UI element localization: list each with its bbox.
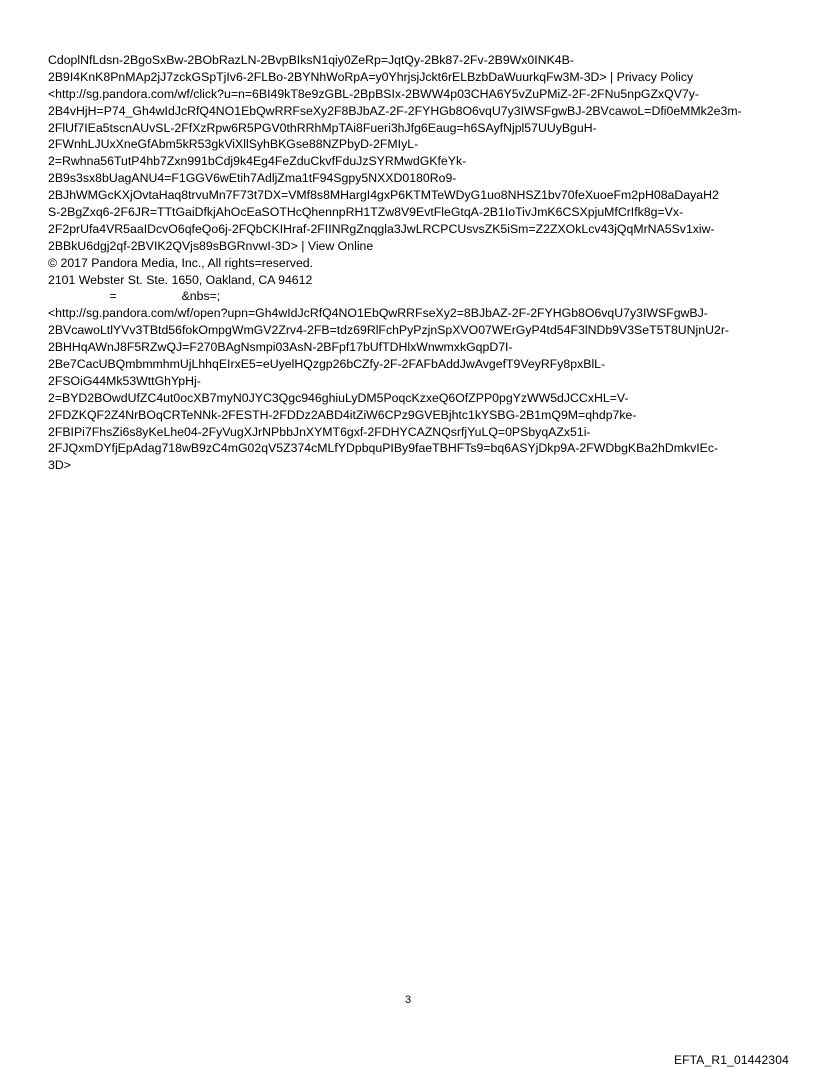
text-line: 2FlUf7IEa5tscnAUvSL-2FfXzRpw6R5PGV0thRRhMpTAi8Fueri3hJfg6Eaug=h6SAyfNjpl57UUyBguH-: [48, 120, 597, 135]
text-line: 2FWnhLJUxXneGfAbm5kR53gkViXllSyhBKGse88NZPbyD-2FMIyL-: [48, 137, 419, 152]
text-line: 2=BYD2BOwdUfZC4ut0ocXB7myN0JYC3Qgc946ghiuLyDM5PoqcKzxeQ6OfZPP0pgYzWW5dJCCxHL=V-: [48, 390, 629, 405]
document-id: EFTA_R1_01442304: [673, 1053, 789, 1067]
text-line: CdoplNfLdsn-2BgoSxBw-2BObRazLN-2BvpBIksN1qiy0ZeRp=JqtQy-2Bk87-2Fv-2B9Wx0INK4B-: [48, 53, 574, 67]
view-online-link-line[interactable]: 2BBkU6dgj2qf-2BVIK2QVjs89sBGRnvwI-3D> | View Online: [48, 238, 374, 253]
text-line: 3D>: [48, 458, 71, 473]
text-line: 2F2prUfa4VR5aaIDcvO6qfeQo6j-2FQbCKIHraf-2FIINRgZnqgla3JwLRCPCUsvsZK5iSm=Z2ZXOkLcv43jQqMrNA5Sv1xiw-: [48, 221, 715, 236]
email-body-text: [48, 52, 788, 474]
text-line: S-2BgZxq6-2F6JR=TTtGaiDfkjAhOcEaSOTHcQhennpRH1TZw8V9EvtFleGtqA-2B1IoTivJmK6CSXpjuMfCrIfk8g=Vx-: [48, 205, 684, 220]
text-line: 2FBIPi7FhsZi6s8yKeLhe04-2FyVugXJrNPbbJnXYMT6gxf-2FDHYCAZNQsrfjYuLQ=0PSbyqAZx51i-: [48, 424, 591, 439]
text-line: 2FSOiG44Mk53WttGhYpHj-: [48, 373, 201, 388]
privacy-policy-link-line[interactable]: 2B9I4KnK8PnMAp2jJ7zckGSpTjIv6-2FLBo-2BYNhWoRpA=y0YhrjsjJckt6rELBzbDaWuurkqFw3M-3D> | Privacy Policy: [48, 69, 694, 84]
address-line: 2101 Webster St. Ste. 1650, Oakland, CA 94612: [48, 272, 313, 287]
text-line: <http://sg.pandora.com/wf/click?u=n=6BI49kT8e9zGBL-2BpBSIx-2BWW4p03CHA6Y5vZuPMiZ-2F-2FNu5npGZxQV7y-: [48, 86, 699, 101]
text-line: 2BHHqAWnJ8F5RZwQJ=F270BAgNsmpi03AsN-2BFpf17bUfTDHlxWnwmxkGqpD7I-: [48, 340, 513, 355]
text-line: <http://sg.pandora.com/wf/open?upn=Gh4wIdJcRfQ4NO1EbQwRRFseXy2=8BJbAZ-2F-2FYHGb8O6vqU7y3IWSFgwBJ-: [48, 306, 708, 321]
text-line: 2=Rwhna56TutP4hb7Zxn991bCdj9k4Eg4FeZduCkvfFduJzSYRMwdGKfeYk-: [48, 154, 467, 169]
text-line: 2FDZKQF2Z4NrBOqCRTeNNk-2FESTH-2FDDz2ABD4itZiW6CPz9GVEBjhtc1kYSBG-2B1mQ9M=qhdp7ke-: [48, 407, 637, 422]
page-number: 3: [404, 994, 412, 1006]
text-line: 2BJhWMGcKXjOvtaHaq8trvuMn7F73t7DX=VMf8s8MHargI4gxP6KTMTeWDyG1uo8NHSZ1bv70feXuoeFm2pH08aDayaH2: [48, 188, 719, 203]
text-line: = &nbs=;: [48, 289, 221, 304]
text-line: 2Be7CacUBQmbmmhmUjLhhqEIrxE5=eUyelHQzgp26bCZfy-2F-2FAFbAddJwAvgefT9VeyRFy8pxBlL-: [48, 357, 606, 372]
text-line: 2BVcawoLtlYVv3TBtd56fokOmpgWmGV2Zrv4-2FB=tdz69RlFchPyPzjnSpXVO07WErGyP4td54F3lNDb9V3SeT5T8UNjnU2r-: [48, 323, 730, 338]
text-line: 2B9s3sx8bUagANU4=F1GGV6wEtih7AdljZma1tF94Sgpy5NXXD0180Ro9-: [48, 171, 457, 186]
copyright-line: © 2017 Pandora Media, Inc., All rights=reserved.: [48, 255, 314, 270]
text-line: 2FJQxmDYfjEpAdag718wB9zC4mG02qV5Z374cMLfYDpbquPIBy9faeTBHFTs9=bq6ASYjDkp9A-2FWDbgKBa2hDmkvIEc-: [48, 441, 719, 456]
text-line: 2B4vHjH=P74_Gh4wIdJcRfQ4NO1EbQwRRFseXy2F8BJbAZ-2F-2FYHGb8O6vqU7y3IWSFgwBJ-2BVcawoL=Dfi0eMMk2e3m-: [48, 103, 742, 118]
